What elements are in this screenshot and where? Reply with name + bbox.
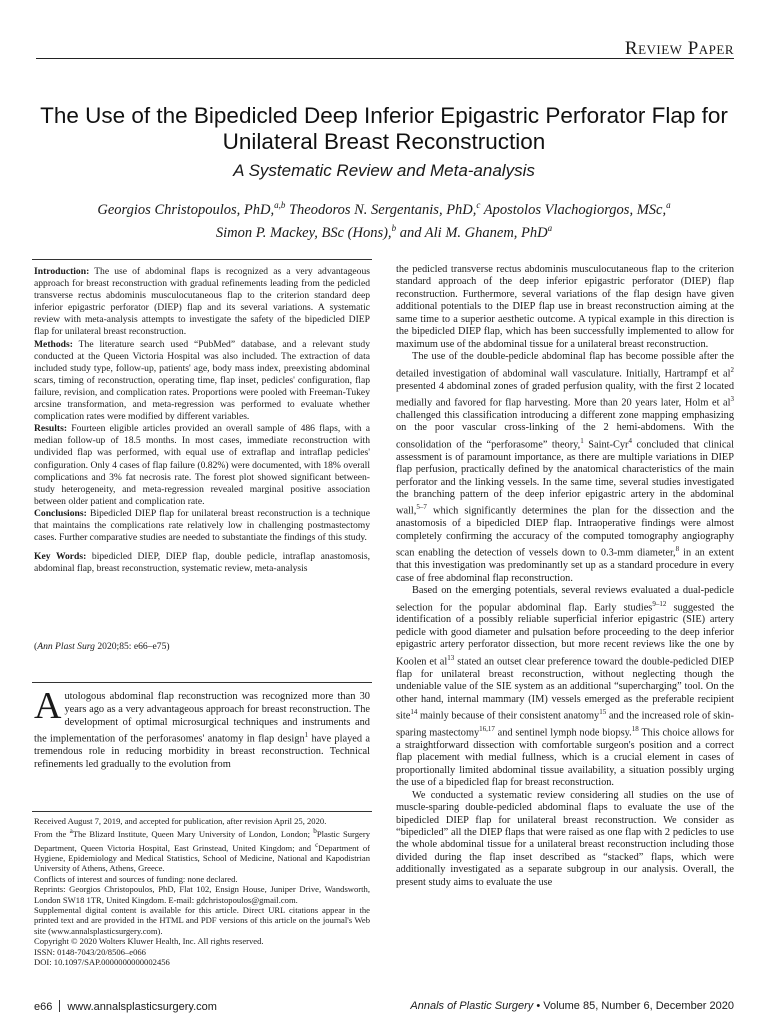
abstract-conclusions-label: Conclusions: bbox=[34, 507, 87, 519]
footnotes bbox=[34, 816, 370, 967]
citation-details: 2020;85: e66–e75) bbox=[94, 641, 170, 652]
body-paragraph: We conducted a systematic review considering all studies on the use of muscle-sparing double-pedicled abdominal flaps to evaluate the use of the bipedicled DIEP flap for unilateral breast reconstruction. We consider as “bipedicled” all the DIEP flaps that were raised as one flap with 2 pedicles to use the whole abdominal tissue for a unilateral breast reconstruction including those divided during the flap inset described as “stacked” flaps, which were additionally investigated as a separate subgroup in our analysis. Overall, the present study aims to evaluate the use bbox=[396, 789, 734, 888]
citation: (Ann Plast Surg 2020;85: e66–e75) bbox=[34, 641, 170, 652]
body-paragraph bbox=[396, 585, 734, 790]
keywords-label: Key Words: bbox=[34, 551, 87, 563]
author-name: Apostolos Vlachogiorgos, MSc, bbox=[480, 201, 667, 218]
abstract-results-text: Fourteen eligible articles provided an overall sample of 486 flaps, with a median follow-up of 18.5 months. In most cases, immediate reconstruction with undivided flap was performed, with equal use of extraflap and intraflap pedicles' configuration. Only 4 cases of flap failure (0.82%) were documented, with 18% overall complications and 3% fat necrosis rate. The forest plot showed significant between-study heterogeneity, and meta-regression revealed marginal positive association between older patient and complication rate. bbox=[34, 423, 370, 507]
reference-marker: 18 bbox=[631, 724, 639, 733]
body-text: The use of the double-pedicle abdominal flap has become possible after the detailed investigation of abdominal wall vasculature. Initially, Hartrampf et al bbox=[396, 351, 734, 380]
abstract-introduction-text: The use of abdominal flaps is recognized as a very advantageous approach for breast reconstruction with gradual refinements leading from the pedicled transverse rectus abdominis musculocutaneous flap to the criterion standard deep inferior epigastric perforator (DIEP) flap and its several variations. A systematic review with meta-analysis attempts to investigate the safety of the bipedicled DIEP flap for unilateral breast reconstruction. bbox=[34, 266, 370, 338]
issue-info: • Volume 85, Number 6, December 2020 bbox=[533, 1000, 734, 1012]
footer-separator bbox=[59, 1000, 60, 1012]
reference-marker: 1 bbox=[580, 436, 584, 445]
affiliation-marker: c bbox=[315, 840, 319, 849]
supplemental-note: Supplemental digital content is available for this article. Direct URL citations appear in the printed text and are provided in the HTML and PDF versions of this article on the journal's Web site (www.annalsplasticsurgery.com). bbox=[34, 904, 370, 936]
copyright-note: Copyright © 2020 Wolters Kluwer Health, Inc. All rights reserved. bbox=[34, 936, 264, 947]
abstract-bottom-rule bbox=[32, 682, 372, 683]
journal-url[interactable]: www.annalsplasticsurgery.com bbox=[67, 1001, 217, 1013]
abstract-conclusions-text: Bipedicled DIEP flap for unilateral breast reconstruction is a technique that maintains the complications rate relatively low in challenging postmastectomy cases. Further comparative studies are needed to substantiate the findings of this study. bbox=[34, 507, 370, 544]
author-affiliation-marker: a,b bbox=[274, 200, 286, 210]
abstract-results-label: Results: bbox=[34, 423, 68, 435]
body-text: This choice allows for a straightforward dissection with comfortable surgeon's position and a correct flap placement with medial fullness, which is a crucial element in cases of proportionally limited abdominal tissue availability, a situation possibly urging the use of a bipedicled flap for breast reconstruction. bbox=[396, 727, 734, 789]
author-affiliation-marker: a bbox=[547, 222, 553, 233]
reference-marker: 3 bbox=[730, 394, 734, 403]
body-text: which significantly determines the plan for the dissection and the anastomosis of a bipedicled DIEP flap. Intraoperative findings were almost completely confirming the accuracy of the computed tomography angiography scan enabling the detection of vessels down to 0.3-mm diameter, bbox=[396, 505, 734, 559]
doi-note: DOI: 10.1097/SAP.0000000000002456 bbox=[34, 957, 170, 967]
issn-note: ISSN: 0148-7043/20/8506–e066 bbox=[34, 946, 146, 957]
author-affiliation-marker: a bbox=[666, 200, 671, 210]
reprints-note: Reprints: Georgios Christopoulos, PhD, Flat 102, Ensign House, Juniper Drive, Wandsworth, London SW18 1TR, United Kingdom. E-mail: gdchristopoulos@gmail.com. bbox=[34, 884, 370, 905]
body-paragraph bbox=[396, 351, 734, 585]
reference-marker: 13 bbox=[447, 653, 455, 662]
citation-journal: Ann Plast Surg bbox=[37, 641, 95, 652]
body-text: presented 4 abdominal zones of graded perfusion quality, with the first 2 located medially and favored for flap harvesting. More than 20 years later, Holm et al bbox=[396, 380, 734, 409]
abstract-introduction-label: Introduction: bbox=[34, 266, 90, 277]
abstract-methods-label: Methods: bbox=[34, 338, 73, 350]
keywords bbox=[34, 551, 370, 575]
affiliation-marker: b bbox=[313, 827, 317, 836]
reference-marker: 4 bbox=[628, 436, 633, 445]
drop-cap: A bbox=[34, 685, 62, 727]
footer-left bbox=[34, 1000, 217, 1013]
author-affiliation-marker: c bbox=[476, 200, 481, 210]
reference-marker: 2 bbox=[730, 365, 734, 374]
article-subtitle: A Systematic Review and Meta-analysis bbox=[233, 161, 535, 180]
reference-marker: 5–7 bbox=[416, 503, 427, 512]
body-paragraph: the pedicled transverse rectus abdominis musculocutaneous flap to the criterion standard approach of the deep inferior epigastric perforator (DIEP) flap reconstruction. Furthermore, several variations of the flap design have given additional potentials to the DIEP flap use in breast reconstruction aiming at the same time to a superior aesthetic outcome. A typical example in this direction is the bipedicled DIEP flap, which has been successfully implemented to allow for maximum use of the abdominal tissue for a unilateral breast reconstruction. bbox=[396, 264, 734, 350]
header-rule bbox=[36, 58, 734, 59]
author-name: Theodoros N. Sergentanis, PhD, bbox=[285, 201, 477, 218]
reference-marker: 16,17 bbox=[479, 724, 495, 733]
abstract-results bbox=[34, 423, 370, 508]
intro-paragraph bbox=[34, 685, 371, 771]
affiliations-prefix: From the bbox=[34, 829, 70, 840]
abstract-top-rule bbox=[32, 259, 372, 260]
body-text: suggested the identification of a possibly reliable superficial inferior epigastric (SIE) artery pedicle with good diameter and pulsation before proceeding to the deep inferior epigastric artery perforator dissection, but more recent reviews like the one by Koolen et al bbox=[396, 601, 735, 668]
affiliation-marker: a bbox=[69, 827, 73, 836]
page-number: e66 bbox=[34, 1001, 53, 1013]
abstract-methods bbox=[34, 339, 370, 424]
body-text: challenged this classification introducing a different zone mapping emphasizing on the poor vascular cross-linking of the 2 hemi-abdomens. With the consolidation of the “perforasome” theory, bbox=[396, 409, 734, 451]
body-text: Saint-Cyr bbox=[583, 439, 629, 451]
reference-marker: 1 bbox=[304, 731, 309, 739]
body-text: stated an outset clear preference toward the double-pedicled DIEP flap for unilateral breast reconstruction, without neglecting though the undeniable value of the SIE system as an additional “supercharging” tool. On the other hand, internal mammary (IM) vessels emerged as the preferable recipient site bbox=[396, 656, 734, 722]
affiliation-c: Department of Hygiene, Epidemiology and Medical Statistics, School of Medicine, National and Kapodistrian University of Athens, Athens, Greece. bbox=[34, 842, 370, 874]
reference-marker: 8 bbox=[675, 545, 680, 554]
reference-marker: 14 bbox=[410, 708, 418, 717]
intro-text: utologous abdominal flap reconstruction was recognized more than 30 years ago as a very advantageous approach for breast reconstruction. The development of optimal microsurgical techniques and instruments and the implementation of the perforasomes' anatomy in flap design bbox=[34, 691, 370, 745]
body-text: and sentinel lymph node biopsy. bbox=[494, 727, 632, 739]
journal-name: Annals of Plastic Surgery bbox=[410, 1000, 534, 1012]
body-text: in an extent that this investigation was predominantly set up as a standard procedure in every case of free abdominal flap reconstruction. bbox=[396, 547, 734, 584]
footnote-rule bbox=[32, 811, 372, 812]
body-right-column bbox=[396, 264, 734, 889]
received-note: Received August 7, 2019, and accepted for publication, after revision April 25, 2020. bbox=[34, 816, 327, 826]
keywords-text: bipedicled DIEP, DIEP flap, double pedicle, intraflap anastomosis, abdominal flap, breast reconstruction, systematic review, meta-analysis bbox=[34, 551, 370, 575]
affiliations-note bbox=[34, 826, 370, 873]
reference-marker: 9–12 bbox=[652, 599, 667, 608]
author-name: Georgios Christopoulos, PhD, bbox=[97, 201, 275, 218]
abstract-conclusions bbox=[34, 508, 370, 544]
body-text: concluded that clinical assessment is of paramount importance, as there are multiple variations in DIEP flap perfusion, practically defined by the anatomical characteristics of the main perforator and the linking vessels. In the same time, several studies investigated the branching pattern of the deep inferior epigastric artery in the abdominal wall, bbox=[396, 439, 735, 517]
abstract-methods-text: The literature search used “PubMed” database, and a relevant study conducted at the Queen Victoria Hospital was also included. The extraction of data included study type, follow-up, patients' age, body mass index, preexisting abdominal scars, timing of reconstruction, operating time, flap inset, pedicles' configuration, flap failure, revision, and complication rates. Proportions were pooled with Freeman-Tukey arcsine transformation, and meta-regression was performed to evaluate whether complication rates were modified by different variables. bbox=[34, 338, 370, 423]
conflicts-note: Conflicts of interest and sources of funding: none declared. bbox=[34, 873, 238, 884]
affiliation-a: The Blizard Institute, Queen Mary University of London, London; bbox=[72, 829, 314, 840]
author-name: and Ali M. Ghanem, PhD bbox=[396, 224, 548, 241]
affiliation-b: Plastic Surgery Department, Queen Victoria Hospital, East Grinstead, United Kingdom; and bbox=[34, 829, 371, 853]
abstract-introduction bbox=[34, 266, 370, 339]
author-affiliation-marker: b bbox=[391, 222, 397, 233]
page-footer bbox=[34, 1000, 734, 1016]
footer-right bbox=[410, 1000, 734, 1012]
body-text: and the increased role of skin-sparing mastectomy bbox=[396, 710, 734, 739]
author-name: Simon P. Mackey, BSc (Hons), bbox=[215, 224, 392, 241]
abstract bbox=[34, 266, 370, 575]
author-list bbox=[40, 196, 728, 242]
section-label: Review Paper bbox=[624, 38, 734, 59]
body-text: mainly because of their consistent anatomy bbox=[417, 710, 600, 722]
reference-marker: 15 bbox=[599, 708, 607, 717]
intro-text-continued: have played a tremendous role in reducing morbidity in breast reconstruction. Technical refinements led gradually to the evolution from bbox=[34, 733, 371, 771]
body-text: Based on the emerging potentials, several reviews evaluated a dual-pedicle selection for the popular abdominal flap. Early studies bbox=[396, 585, 734, 613]
article-title: The Use of the Bipedicled Deep Inferior Epigastric Perforator Flap for Unilateral Breast Reconstruction bbox=[40, 103, 728, 154]
